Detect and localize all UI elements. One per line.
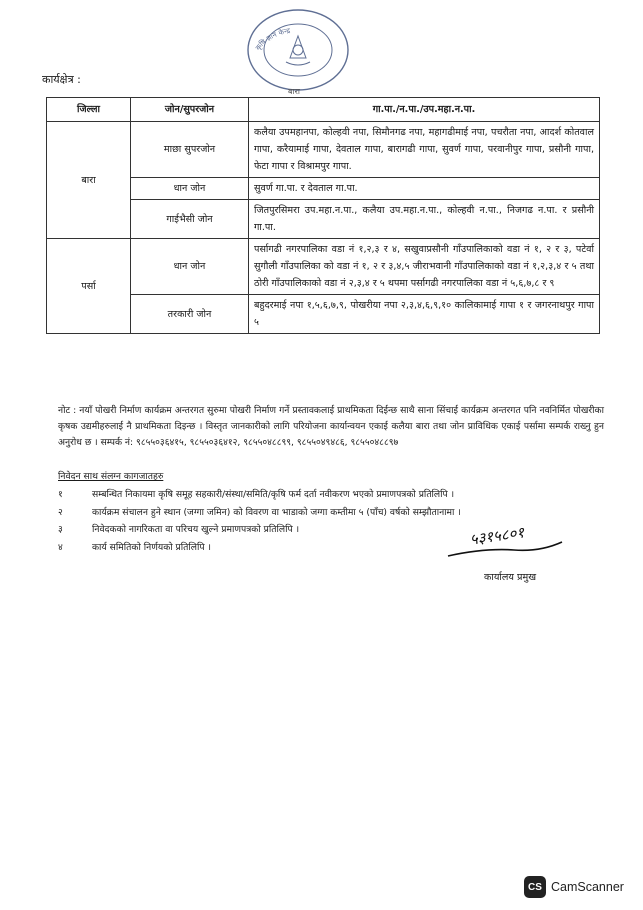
- list-item-number: १: [58, 489, 63, 500]
- signature: [444, 512, 568, 564]
- note-paragraph: नोट : नयाँ पोखरी निर्माण कार्यक्रम अन्तरगत सुरुमा पोखरी निर्माण गर्ने प्रस्तावकलाई प्राथमिकता दिईन्छ साथै साना सिंचाई कार्यक्रम अन्तरगत पनि नवनिर्मित पोखरीका कृषक उद्यमीहरुलाई नै प्राथमिकता दिइन्छ । विस्तृत जानकारीको लागि परियोजना कार्यान्वयन एकाई कलैया बारा तथा जोन प्राविधिक एकाई पर्सामा सम्पर्क राख्नु हुन अनुरोध छ । सम्पर्क नं: ९८५५०३६४१५, ९८५५०३६४१२, ९८५५०४८८९९, ९८५५०४९४८६, ९८५५०४८८९७: [58, 405, 604, 448]
- area-cell: बहुदरमाई नपा १,५,६,७,९, पोखरीया नपा २,३,४,६,९,१० कालिकामाई गापा १ र जगरनाथपुर गापा ५: [249, 295, 600, 334]
- list-item-number: ४: [58, 541, 63, 553]
- office-head-label: कार्यालय प्रमुख: [484, 572, 537, 583]
- signature-text: ५३१५८०१: [468, 523, 526, 549]
- area-cell: कलैया उपमहानपा, कोल्हवी नपा, सिमौनगढ नपा, महागढीमाई नपा, पचरौता नपा, आदर्श कोतवाल गापा, करैयामाई गापा, देवताल गापा, बारागढी गापा, सुवर्ण गापा, परवानीपुर गापा, प्रसौनी गापा, फेटा गापा र विश्रामपुर गापा.: [249, 122, 600, 178]
- list-item-text: सम्बन्धित निकायमा कृषि समूह सहकारी/संस्था/समिति/कृषि फर्म दर्ता नवीकरण भएको प्रमाणपत्रको प्रतिलिपि ।: [92, 489, 455, 500]
- zone-cell: तरकारी जोन: [131, 295, 249, 334]
- section-heading: कार्यक्षेत्र :: [42, 73, 81, 86]
- office-seal: [242, 6, 354, 94]
- district-cell: बारा: [47, 122, 131, 239]
- header-municipality: गा.पा./न.पा./उप.महा.न.पा.: [249, 98, 600, 122]
- area-cell: जितपुरसिमरा उप.महा.न.पा., कलैया उप.महा.न.पा., कोल्हवी न.पा., निजगढ न.पा. र प्रसौनी गा.पा.: [249, 200, 600, 239]
- header-district: जिल्ला: [47, 98, 131, 122]
- list-item: [58, 486, 598, 504]
- area-cell: सुवर्ण गा.पा. र देवताल गा.पा.: [249, 178, 600, 200]
- list-item-text: कार्य समितिको निर्णयको प्रतिलिपि ।: [92, 541, 212, 553]
- zone-cell: गाईभैसी जोन: [131, 200, 249, 239]
- seal-ring-text: कृषि ज्ञान केन्द्र: [254, 26, 291, 52]
- seal-bottom-text: बारा: [288, 87, 300, 96]
- svg-text:कृषि ज्ञान केन्द्र: [254, 27, 291, 52]
- list-item-number: २: [58, 506, 63, 518]
- header-zone: जोन/सुपरजोन: [131, 98, 249, 122]
- table-row: [47, 239, 600, 295]
- zone-cell: धान जोन: [131, 178, 249, 200]
- list-item-text: कार्यक्रम संचालन हुने स्थान (जग्गा जमिन) को विवरण वा भाडाको जग्गा कम्तीमा ५ (पाँच) वर्षको सम्झौतानामा ।: [92, 506, 461, 518]
- camscanner-icon: CS: [524, 876, 546, 898]
- zone-cell: माछा सुपरजोन: [131, 122, 249, 178]
- camscanner-watermark: [524, 876, 624, 898]
- table-row: [47, 122, 600, 178]
- list-item-number: ३: [58, 524, 63, 535]
- zone-table: [46, 97, 600, 334]
- area-cell: पर्सागढी नगरपालिका वडा नं १,२,३ र ४, सखुवाप्रसौनी गाँउपालिकाको वडा नं १, २ र ३, पटेर्वा सुगौली गाँउपालिका को वडा नं १, २ र ३,४,५ जीराभवानी गाँउपालिकाको वडा नं १,२,३,४ र ५ तथा ठोरी गाँउपालिकाको वडा नं २,३,४ र ५ थपमा पर्सागढी नगरपालिका वडा नं ५,६,७,८ र ९: [249, 239, 600, 295]
- attachments-title: निवेदन साथ संलग्न कागजातहरु: [58, 471, 164, 482]
- camscanner-label: CamScanner: [551, 880, 624, 894]
- table-header-row: [47, 98, 600, 122]
- list-item-text: निवेदकको नागरिकता वा परिचय खुल्ने प्रमाणपत्रको प्रतिलिपि ।: [92, 524, 300, 535]
- emblem-icon: [286, 36, 310, 65]
- district-cell: पर्सा: [47, 239, 131, 334]
- zone-cell: धान जोन: [131, 239, 249, 295]
